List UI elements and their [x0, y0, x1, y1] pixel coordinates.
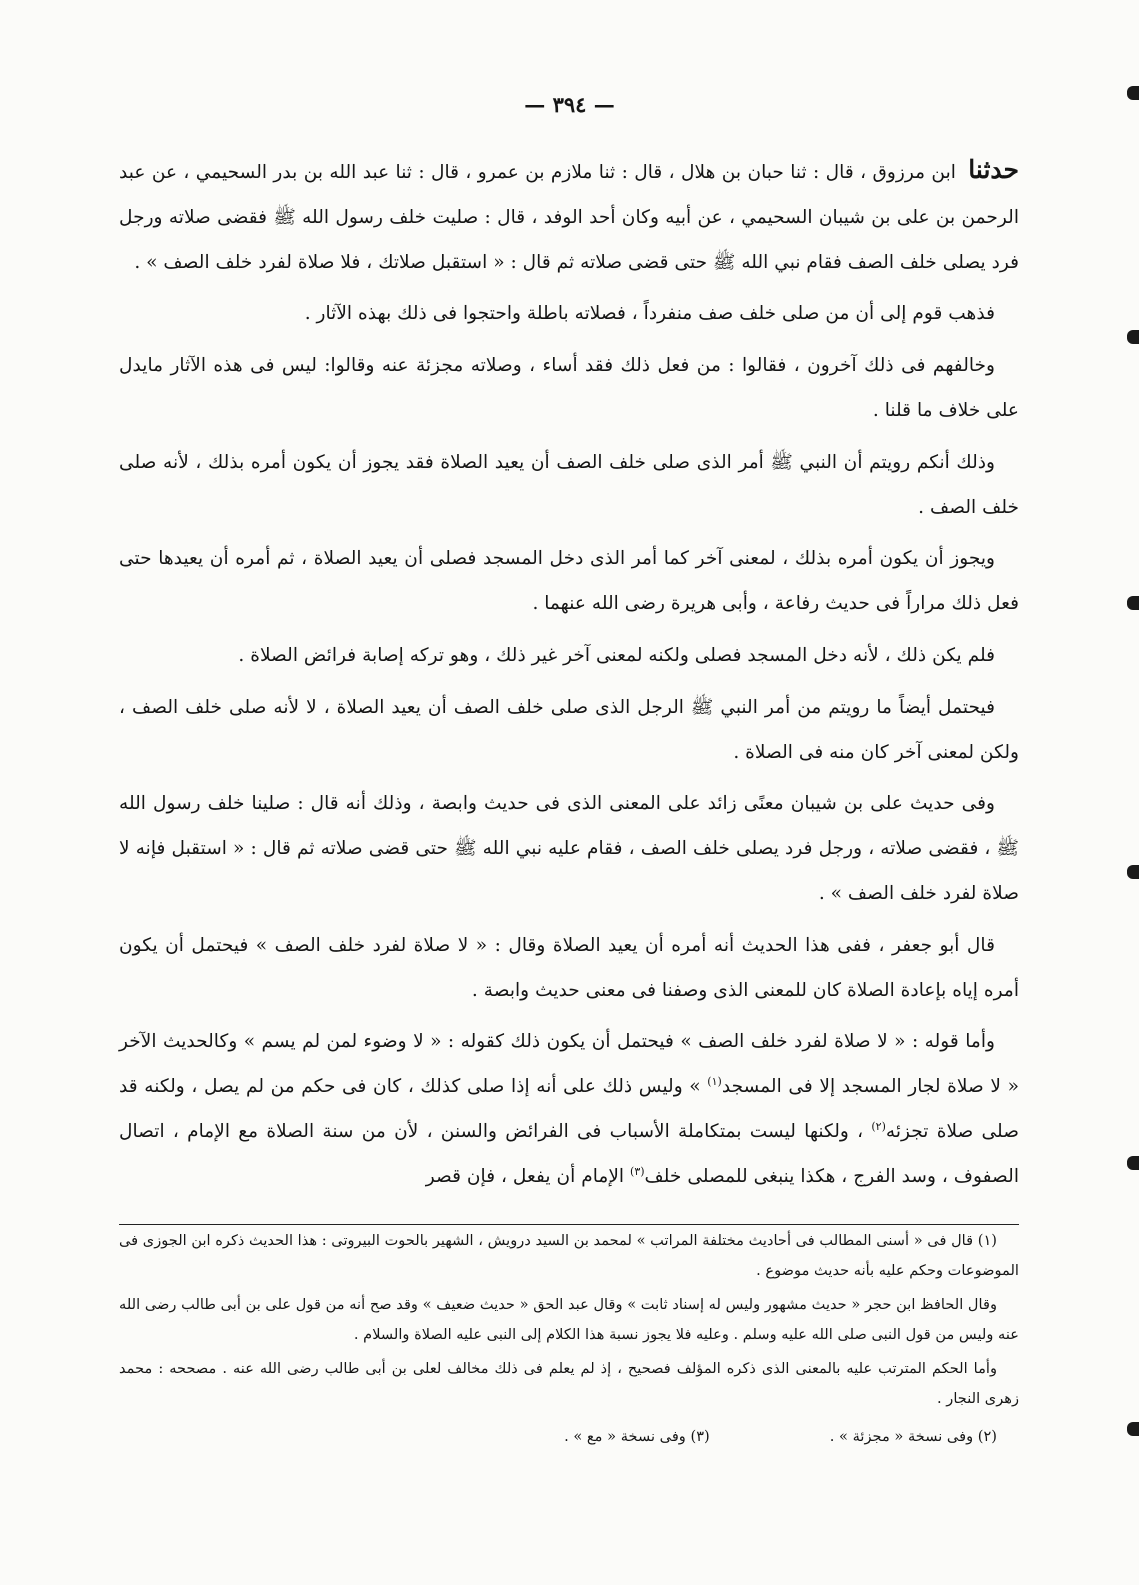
paragraph: وفى حديث على بن شيبان معنًى زائد على المعنى الذى فى حديث وابصة ، وذلك أنه قال : صلينا خلف رسول الله ﷺ ، فقضى صلاته ، ورجل فرد يصلى خلف الصف ، فقام عليه نبي الله ﷺ حتى قضى صلاته ثم قال : « استقبل فإنه لا صلاة لفرد خلف الصف » .	[119, 793, 1019, 904]
footnote: (٣) وفى نسخة « مع » .	[564, 1428, 710, 1446]
main-text	[119, 148, 1019, 1207]
footnote-row	[119, 1422, 1019, 1452]
footnote: وأما الحكم المترتب عليه بالمعنى الذى ذكره المؤلف فصحيح ، إذ لم يعلم فى ذلك مخالف لعلى بن أبى طالب رضى الله عنه . مصححه : محمد زهرى النجار .	[119, 1359, 1019, 1408]
paragraph: قال أبو جعفر ، ففى هذا الحديث أنه أمره أن يعيد الصلاة وقال : « لا صلاة لفرد خلف الصف » فيحتمل أن يكون أمره إياه بإعادة الصلاة كان للمعنى الذى وصفنا فى معنى حديث وابصة .	[119, 934, 1019, 1001]
page-edge-mark	[1127, 1422, 1139, 1436]
paragraph: وخالفهم فى ذلك آخرون ، فقالوا : من فعل ذلك فقد أساء ، وصلاته مجزئة عنه وقالوا: ليس فى هذه الآثار مايدل على خلاف ما قلنا .	[119, 355, 1019, 421]
footnote: (٢) وفى نسخة « مجزئة » .	[829, 1428, 997, 1446]
paragraph	[119, 148, 1019, 285]
paragraph-text: وأما قوله : « لا صلاة لفرد خلف الصف » فيحتمل أن يكون ذلك كقوله : « لا وضوء لمن لم يسم » وكالحديث الآخر « لا صلاة لجار المسجد إلا فى المسجد	[119, 1031, 1019, 1098]
page-number: — ٣٩٤ —	[524, 92, 615, 117]
footnotes	[119, 1226, 1019, 1453]
page-edge-mark	[1127, 1156, 1139, 1170]
paragraph: وذلك أنكم رويتم أن النبي ﷺ أمر الذى صلى خلف الصف أن يعيد الصلاة فقد يجوز أن يكون أمره بذلك ، لأنه صلى خلف الصف .	[119, 451, 1019, 518]
paragraph: ويجوز أن يكون أمره بذلك ، لمعنى آخر كما أمر الذى دخل المسجد فصلى أن يعيد الصلاة ، ثم أمره أن يعيدها حتى فعل ذلك مراراً فى حديث رفاعة ، وأبى هريرة رضى الله عنهما .	[119, 548, 1019, 615]
page-edge-mark	[1127, 596, 1139, 610]
footnote: وقال الحافظ ابن حجر « حديث مشهور وليس له إسناد ثابت » وقال عبد الحق « حديث ضعيف » وقد صح أنه من قول على بن أبى طالب رضى الله عنه وليس من قول النبى صلى الله عليه وسلم . وعليه فلا يجوز نسبة هذا الكلام إلى النبى عليه الصلاة والسلام .	[119, 1295, 1019, 1344]
footnote-marker: (٢)	[871, 1119, 886, 1133]
footnote-separator	[119, 1224, 1019, 1225]
footnote-marker: (٣)	[630, 1164, 645, 1178]
paragraph-text: الإمام أن يفعل ، فإن قصر	[425, 1165, 631, 1187]
page-edge-mark	[1127, 86, 1139, 100]
footnote: (١) قال فى « أسنى المطالب فى أحاديث مختلفة المراتب » لمحمد بن السيد درويش ، الشهير بالحوت البيروتى : هذا الحديث ذكره ابن الجوزى فى الموضوعات وحكم عليه بأنه حديث موضوع .	[119, 1232, 1019, 1280]
hadith-lead-word: حدثنا	[968, 155, 1019, 184]
paragraph: فيحتمل أيضاً ما رويتم من أمر النبي ﷺ الرجل الذى صلى خلف الصف أن يعيد الصلاة ، لا لأنه صلى خلف الصف ، ولكن لمعنى آخر كان منه فى الصلاة .	[119, 696, 1019, 763]
page-edge-mark	[1127, 330, 1139, 344]
paragraph-with-notes	[119, 1020, 1019, 1199]
paragraph: فلم يكن ذلك ، لأنه دخل المسجد فصلى ولكنه لمعنى آخر غير ذلك ، وهو تركه إصابة فرائض الصلاة .	[238, 644, 995, 666]
paragraph-text: ابن مرزوق ، قال : ثنا حبان بن هلال ، قال : ثنا ملازم بن عمرو ، قال : ثنا عبد الله بن بدر السحيمي ، عن عبد الرحمن بن على بن شيبان السحيمي ، عن أبيه وكان أحد الوفد ، قال : صليت خلف رسول الله ﷺ فقضى صلاته ورجل فرد يصلى خلف الصف فقام نبي الله ﷺ حتى قضى صلاته ثم قال : « استقبل صلاتك ، فلا صلاة لفرد خلف الصف » .	[119, 162, 1019, 273]
page-edge-mark	[1127, 865, 1139, 879]
paragraph: فذهب قوم إلى أن من صلى خلف صف منفرداً ، فصلاته باطلة واحتجوا فى ذلك بهذه الآثار .	[304, 303, 995, 325]
paragraph-text: ، ولكنها ليست بمتكاملة الأسباب فى الفرائض والسنن ، لأن من سنة الصلاة مع الإمام ، اتصال الصفوف ، وسد الفرج ، هكذا ينبغى للمصلى خلف	[119, 1120, 1019, 1187]
footnote-marker: (١)	[707, 1074, 722, 1088]
paragraph-text: » وليس ذلك على أنه إذا صلى كذلك ، كان فى حكم من لم يصل ، ولكنه قد صلى صلاة تجزئه	[119, 1076, 1019, 1142]
